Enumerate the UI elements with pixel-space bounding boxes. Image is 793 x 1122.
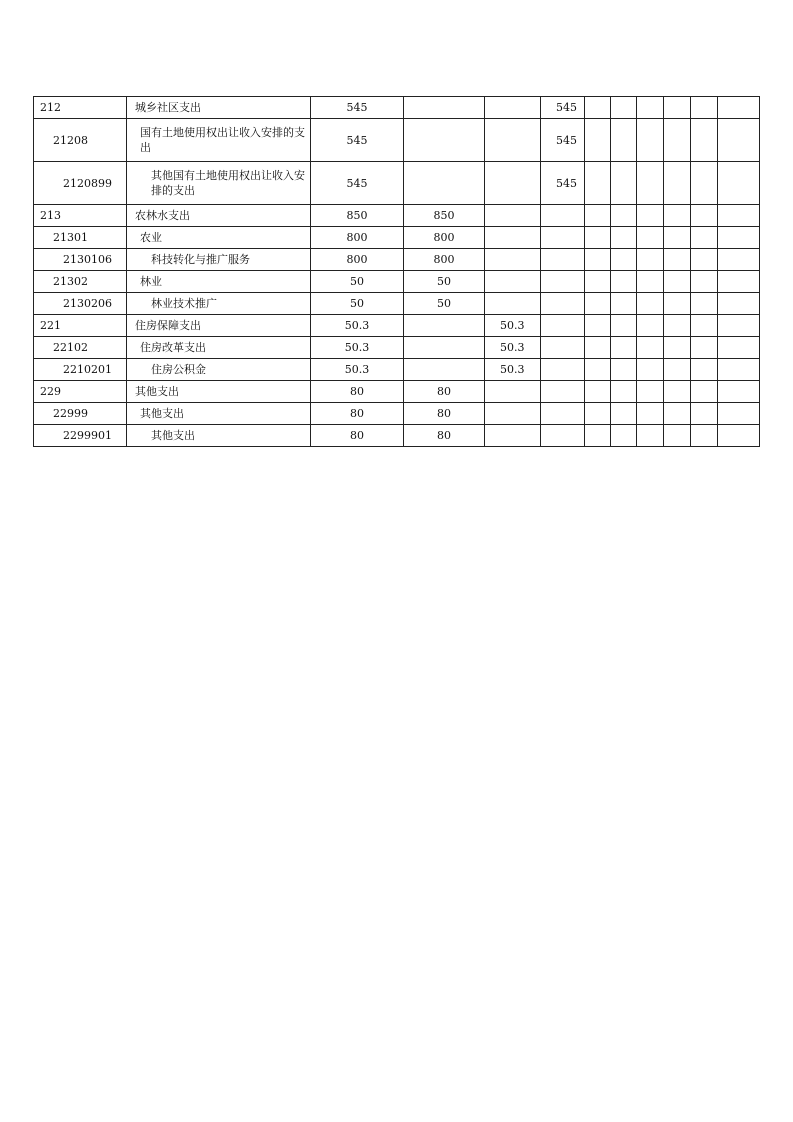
empty-cell [637,162,664,205]
empty-cell [691,425,718,447]
project-expenditure-cell [485,227,541,249]
total-amount-cell: 850 [311,205,404,227]
total-amount-cell: 800 [311,249,404,271]
budget-expenditure-table [33,96,760,447]
empty-cell [718,119,760,162]
subject-code-cell: 21302 [34,271,127,293]
basic-expenditure-cell: 80 [404,425,485,447]
empty-cell [691,315,718,337]
table-row [34,119,760,162]
subject-code-cell: 2210201 [34,359,127,381]
total-amount-cell: 80 [311,381,404,403]
empty-cell [611,97,637,119]
empty-cell [664,205,691,227]
empty-cell [611,315,637,337]
empty-cell [718,162,760,205]
empty-cell [611,227,637,249]
table-row [34,227,760,249]
empty-cell [664,359,691,381]
basic-expenditure-cell: 850 [404,205,485,227]
empty-cell [718,293,760,315]
project-expenditure-cell [485,381,541,403]
table-row [34,381,760,403]
subject-code-cell: 221 [34,315,127,337]
subject-code-cell: 212 [34,97,127,119]
empty-cell [611,249,637,271]
basic-expenditure-cell [404,337,485,359]
government-fund-cell [541,425,585,447]
subject-code-cell: 22102 [34,337,127,359]
government-fund-cell [541,293,585,315]
subject-code-cell: 22999 [34,403,127,425]
empty-cell [718,337,760,359]
government-fund-cell [541,271,585,293]
table-row [34,337,760,359]
empty-cell [664,403,691,425]
empty-cell [664,162,691,205]
empty-cell [664,381,691,403]
empty-cell [637,119,664,162]
empty-cell [664,337,691,359]
empty-cell [585,425,611,447]
subject-code-cell: 2299901 [34,425,127,447]
subject-name-cell: 农林水支出 [127,205,311,227]
subject-name-cell: 农业 [127,227,311,249]
subject-name-cell: 其他国有土地使用权出让收入安排的支出 [127,162,311,205]
empty-cell [637,315,664,337]
table-row [34,293,760,315]
basic-expenditure-cell [404,119,485,162]
empty-cell [585,249,611,271]
empty-cell [691,162,718,205]
empty-cell [637,271,664,293]
empty-cell [718,249,760,271]
empty-cell [611,293,637,315]
empty-cell [585,293,611,315]
subject-code-cell: 2130206 [34,293,127,315]
empty-cell [611,119,637,162]
table-row [34,249,760,271]
project-expenditure-cell [485,119,541,162]
empty-cell [664,293,691,315]
empty-cell [637,425,664,447]
empty-cell [691,403,718,425]
empty-cell [718,403,760,425]
empty-cell [611,162,637,205]
empty-cell [718,227,760,249]
subject-code-cell: 2130106 [34,249,127,271]
total-amount-cell: 50.3 [311,337,404,359]
government-fund-cell [541,205,585,227]
table-row [34,315,760,337]
basic-expenditure-cell: 800 [404,249,485,271]
project-expenditure-cell [485,271,541,293]
empty-cell [637,249,664,271]
project-expenditure-cell [485,97,541,119]
table-row [34,205,760,227]
empty-cell [611,359,637,381]
government-fund-cell: 545 [541,97,585,119]
empty-cell [691,119,718,162]
empty-cell [691,293,718,315]
empty-cell [585,337,611,359]
subject-code-cell: 21301 [34,227,127,249]
basic-expenditure-cell [404,97,485,119]
empty-cell [637,337,664,359]
project-expenditure-cell [485,249,541,271]
empty-cell [691,337,718,359]
total-amount-cell: 50 [311,293,404,315]
empty-cell [691,381,718,403]
total-amount-cell: 50 [311,271,404,293]
empty-cell [611,425,637,447]
subject-code-cell: 2120899 [34,162,127,205]
empty-cell [637,205,664,227]
basic-expenditure-cell [404,315,485,337]
total-amount-cell: 80 [311,425,404,447]
subject-name-cell: 其他支出 [127,403,311,425]
government-fund-cell [541,403,585,425]
empty-cell [664,119,691,162]
table-row [34,425,760,447]
empty-cell [718,315,760,337]
total-amount-cell: 50.3 [311,359,404,381]
project-expenditure-cell [485,403,541,425]
empty-cell [637,403,664,425]
empty-cell [718,205,760,227]
empty-cell [718,359,760,381]
empty-cell [585,119,611,162]
project-expenditure-cell [485,293,541,315]
government-fund-cell: 545 [541,119,585,162]
table-row [34,359,760,381]
empty-cell [585,271,611,293]
empty-cell [585,162,611,205]
basic-expenditure-cell: 80 [404,381,485,403]
empty-cell [585,315,611,337]
table-row [34,97,760,119]
empty-cell [691,97,718,119]
empty-cell [691,227,718,249]
subject-name-cell: 住房改革支出 [127,337,311,359]
subject-name-cell: 其他支出 [127,425,311,447]
empty-cell [664,271,691,293]
subject-name-cell: 住房保障支出 [127,315,311,337]
project-expenditure-cell [485,425,541,447]
total-amount-cell: 545 [311,97,404,119]
project-expenditure-cell [485,205,541,227]
total-amount-cell: 545 [311,162,404,205]
empty-cell [637,97,664,119]
empty-cell [637,227,664,249]
basic-expenditure-cell [404,359,485,381]
empty-cell [637,381,664,403]
table-body [34,97,760,447]
table-row [34,403,760,425]
empty-cell [611,205,637,227]
basic-expenditure-cell: 50 [404,293,485,315]
basic-expenditure-cell [404,162,485,205]
project-expenditure-cell: 50.3 [485,315,541,337]
government-fund-cell [541,227,585,249]
empty-cell [664,315,691,337]
total-amount-cell: 800 [311,227,404,249]
empty-cell [718,425,760,447]
empty-cell [718,381,760,403]
empty-cell [637,359,664,381]
subject-code-cell: 21208 [34,119,127,162]
basic-expenditure-cell: 50 [404,271,485,293]
government-fund-cell [541,249,585,271]
subject-name-cell: 城乡社区支出 [127,97,311,119]
empty-cell [691,205,718,227]
empty-cell [585,97,611,119]
empty-cell [664,227,691,249]
government-fund-cell [541,337,585,359]
government-fund-cell: 545 [541,162,585,205]
empty-cell [664,249,691,271]
subject-code-cell: 213 [34,205,127,227]
basic-expenditure-cell: 800 [404,227,485,249]
empty-cell [664,97,691,119]
subject-name-cell: 住房公积金 [127,359,311,381]
empty-cell [691,249,718,271]
government-fund-cell [541,359,585,381]
project-expenditure-cell [485,162,541,205]
empty-cell [664,425,691,447]
basic-expenditure-cell: 80 [404,403,485,425]
subject-name-cell: 林业技术推广 [127,293,311,315]
empty-cell [611,337,637,359]
empty-cell [611,381,637,403]
empty-cell [718,97,760,119]
table-row [34,162,760,205]
table-row [34,271,760,293]
empty-cell [611,271,637,293]
empty-cell [585,381,611,403]
project-expenditure-cell: 50.3 [485,359,541,381]
subject-name-cell: 其他支出 [127,381,311,403]
empty-cell [585,227,611,249]
project-expenditure-cell: 50.3 [485,337,541,359]
subject-code-cell: 229 [34,381,127,403]
empty-cell [585,403,611,425]
total-amount-cell: 545 [311,119,404,162]
empty-cell [718,271,760,293]
empty-cell [691,271,718,293]
empty-cell [585,359,611,381]
government-fund-cell [541,315,585,337]
empty-cell [637,293,664,315]
total-amount-cell: 50.3 [311,315,404,337]
government-fund-cell [541,381,585,403]
subject-name-cell: 林业 [127,271,311,293]
empty-cell [585,205,611,227]
subject-name-cell: 科技转化与推广服务 [127,249,311,271]
empty-cell [691,359,718,381]
subject-name-cell: 国有土地使用权出让收入安排的支出 [127,119,311,162]
total-amount-cell: 80 [311,403,404,425]
empty-cell [611,403,637,425]
